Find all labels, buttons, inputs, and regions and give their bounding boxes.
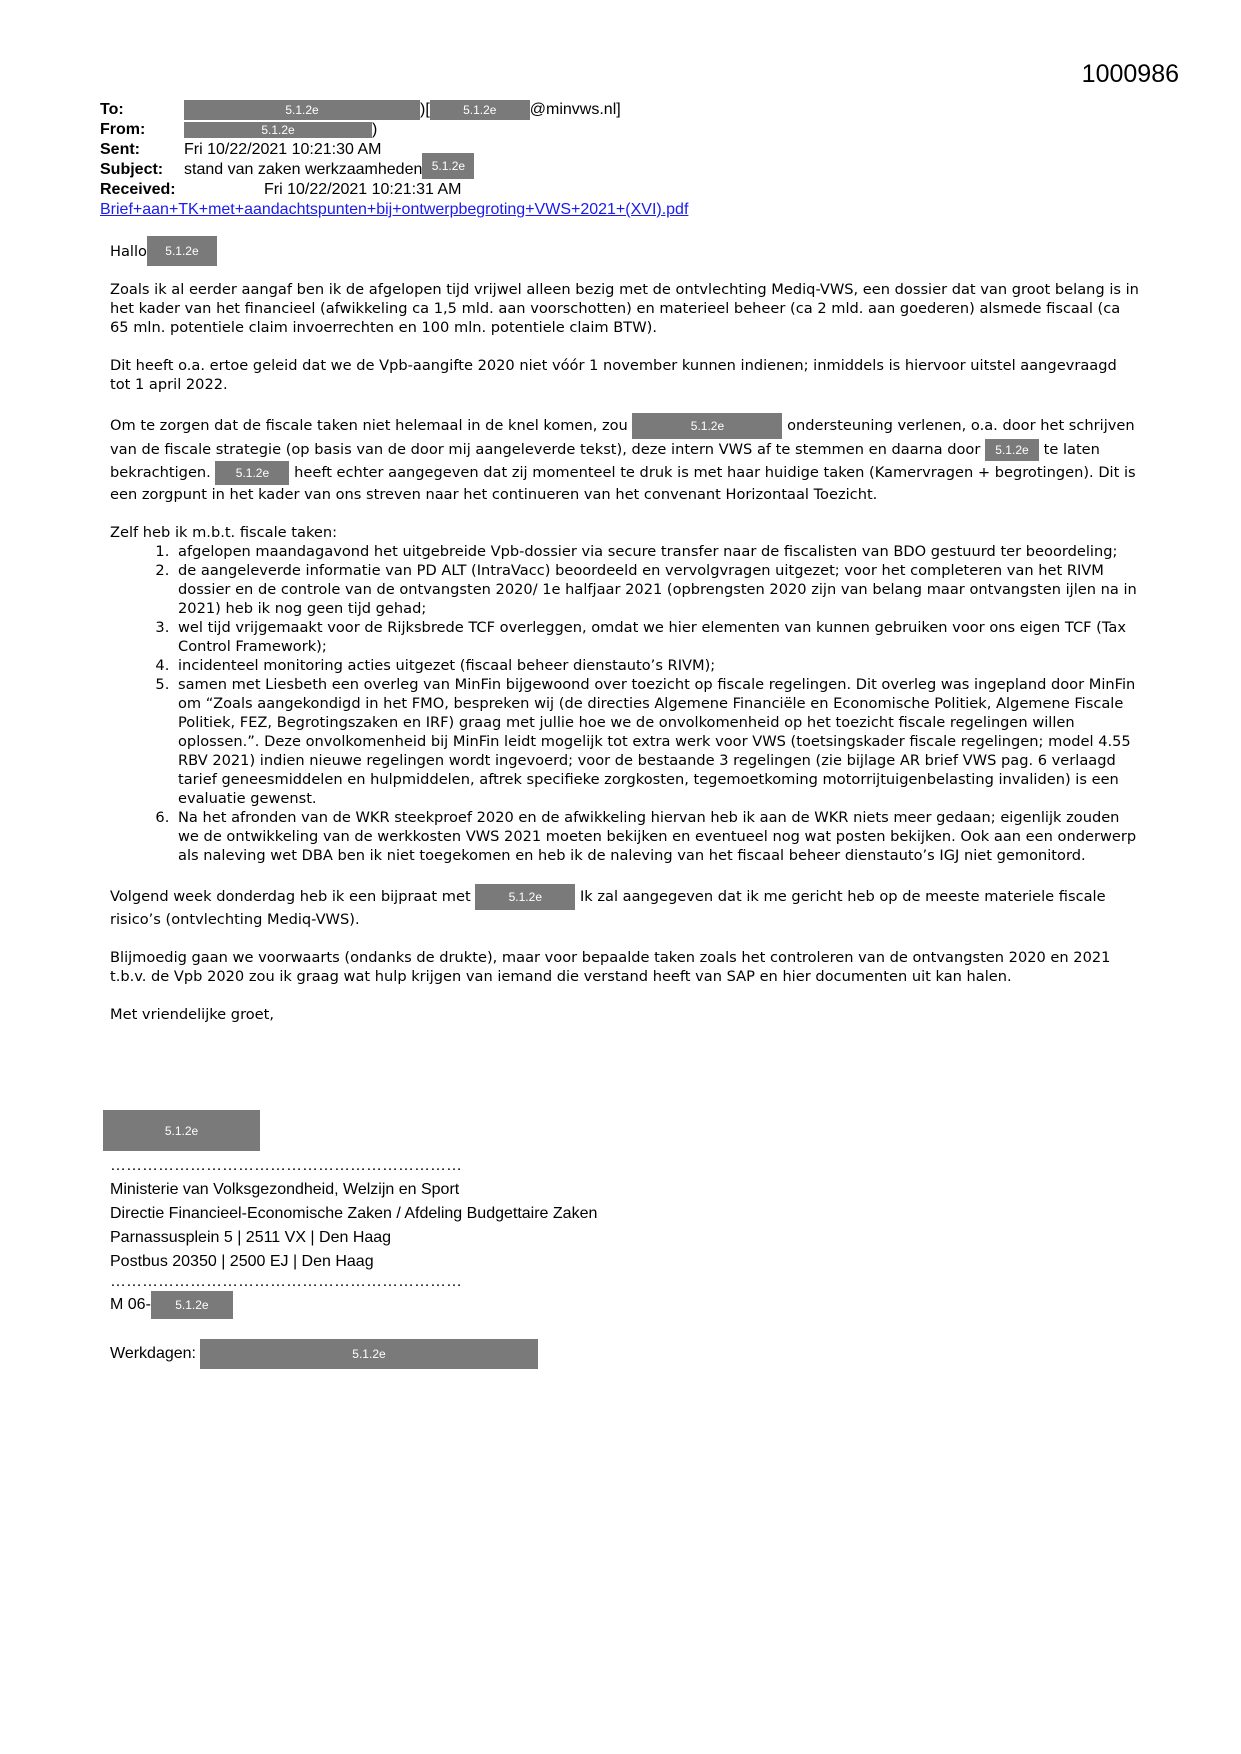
closing: Met vriendelijke groet, bbox=[110, 1006, 275, 1023]
sent-row bbox=[100, 140, 688, 160]
to-email-domain: @minvws.nl] bbox=[529, 101, 621, 118]
signature-block bbox=[110, 1154, 597, 1370]
p3-part-c: te laten bekrachtigen. bbox=[110, 441, 1100, 481]
mobile-row bbox=[110, 1290, 597, 1320]
paragraph-4 bbox=[110, 884, 1140, 929]
from-end: ) bbox=[372, 121, 378, 138]
p4-part-a: Volgend week donderdag heb ik een bijpraat met bbox=[110, 888, 471, 905]
redaction-p4-person: 5.1.2e bbox=[475, 884, 575, 910]
task-list bbox=[110, 542, 1140, 865]
subject-value: stand van zaken werkzaamheden bbox=[184, 161, 423, 178]
signature-address-2: Postbus 20350 | 2500 EJ | Den Haag bbox=[110, 1253, 374, 1270]
signature-org: Ministerie van Volksgezondheid, Welzijn en Sport bbox=[110, 1181, 460, 1198]
sent-label: Sent: bbox=[100, 141, 140, 158]
list-item: 1. afgelopen maandagavond het uitgebreide Vpb-dossier via secure transfer naar de fiscalisten van BDO gestuurd ter beoordeling; bbox=[174, 542, 1140, 561]
signature-dots-bottom: ………………………………………………………… bbox=[110, 1273, 462, 1290]
p3-part-a: Om te zorgen dat de fiscale taken niet helemaal in de knel komen, zou bbox=[110, 417, 628, 434]
p3-part-b: ondersteuning verlenen, o.a. door het schrijven van de fiscale strategie (op basis van de door mij aangeleverde tekst), deze intern VWS af te stemmen en daarna door bbox=[110, 417, 1135, 458]
signature-address-1: Parnassusplein 5 | 2511 VX | Den Haag bbox=[110, 1229, 392, 1246]
list-item: 6. Na het afronden van de WKR steekproef 2020 en de afwikkeling hiervan heb ik aan de WKR niets meer gedaan; eigenlijk zouden we de ontwikkeling van de werkkosten VWS 2021 moeten bekijken en eventueel nog wat posten bekijken. Ook aan een onderwerp als naleving wet DBA ben ik niet toegekomen en heb ik de naleving van het fiscaal beheer dienstauto’s IGJ niet gemonitord. bbox=[174, 808, 1140, 865]
workdays-row bbox=[110, 1338, 597, 1370]
p3-part-d: heeft echter aangegeven dat zij momenteel te druk is met haar huidige taken (Kamervragen + begrotingen). Dit is een zorgpunt in het kader van ons streven naar het continueren van het convenant Horizontaal Toezicht. bbox=[110, 464, 1136, 503]
attachment-link[interactable]: Brief+aan+TK+met+aandachtspunten+bij+ontwerpbegroting+VWS+2021+(XVI).pdf bbox=[100, 201, 689, 218]
received-value: Fri 10/22/2021 10:21:31 AM bbox=[264, 181, 462, 198]
redaction-p3-approver: 5.1.2e bbox=[985, 439, 1039, 461]
list-item: 2. de aangeleverde informatie van PD ALT (IntraVacc) beoordeeld en vervolgvragen uitgezet; voor het completeren van het RIVM dossier en de controle van de ontvangsten 2020/ 1e halfjaar 2021 (opbrengsten 2020 zijn van belang maar ontvangsten ijlen na in 2021) heb ik nog geen tijd gehad; bbox=[174, 561, 1140, 618]
sent-value: Fri 10/22/2021 10:21:30 AM bbox=[184, 141, 382, 158]
paragraph-3 bbox=[110, 413, 1140, 504]
to-label: To: bbox=[100, 101, 124, 118]
greeting-line bbox=[110, 236, 1140, 266]
received-row bbox=[100, 180, 688, 200]
list-item: 5. samen met Liesbeth een overleg van MinFin bijgewoond over toezicht op fiscale regelingen. Dit overleg was ingepland door MinFin om “Zoals aangekondigd in het FMO, bespreken wij (de directies Algemene Financiële en Economische Politiek, Algemene Fiscale Politiek, FEZ, Begrotingszaken en IRF) graag met jullie hoe we de onvolkomenheid op het toezicht fiscale regelingen willen oplossen.”. Deze onvolkomenheid bij MinFin leidt mogelijk tot extra werk voor VWS (toetsingskader fiscale regelingen; model 4.55 RBV 2021) indien nieuwe regelingen wordt ingevoerd; voor de bestaande 3 regelingen (zie bijlage AR brief VWS pag. 6 verlaagd tarief geneesmiddelen en hulpmiddelen, aftrek specifieke zorgkosten, tegemoetkoming motorrijtuigenbelasting invaliden) is een evaluatie gewenst. bbox=[174, 675, 1140, 808]
redaction-workdays: 5.1.2e bbox=[200, 1339, 538, 1369]
to-separator: )[ bbox=[420, 101, 430, 118]
signature-dots-top: ………………………………………………………… bbox=[110, 1157, 462, 1174]
subject-label: Subject: bbox=[100, 161, 164, 178]
document-number: 1000986 bbox=[1081, 60, 1179, 88]
subject-row bbox=[100, 160, 688, 180]
redaction-to-email: 5.1.2e bbox=[430, 100, 530, 120]
redaction-subject: 5.1.2e bbox=[422, 153, 474, 179]
paragraph-1: Zoals ik al eerder aangaf ben ik de afgelopen tijd vrijwel alleen bezig met de ontvlechting Mediq-VWS, een dossier dat van groot belang is in het kader van het financieel (afwikkeling ca 1,5 mld. aan voorschotten) en materieel beheer (ca 2 mld. aan goederen) alsmede fiscaal (ca 65 mln. potentiele claim invoerrechten en 100 mln. potentiele claim BTW). bbox=[110, 281, 1139, 336]
email-header bbox=[100, 100, 688, 220]
paragraph-5: Blijmoedig gaan we voorwaarts (ondanks de drukte), maar voor bepaalde taken zoals het controleren van de ontvangsten 2020 en 2021 t.b.v. de Vpb 2020 zou ik graag wat hulp krijgen van iemand die verstand heeft van SAP en hier documenten uit kan halen. bbox=[110, 949, 1111, 985]
list-intro: Zelf heb ik m.b.t. fiscale taken: bbox=[110, 524, 338, 541]
redaction-mobile: 5.1.2e bbox=[151, 1291, 233, 1319]
list-item: 3. wel tijd vrijgemaakt voor de Rijksbrede TCF overleggen, omdat we hier elementen van kunnen gebruiken voor ons eigen TCF (Tax Control Framework); bbox=[174, 618, 1140, 656]
greeting: Hallo bbox=[110, 242, 147, 260]
workdays-label: Werkdagen: bbox=[110, 1345, 196, 1362]
redaction-greeting: 5.1.2e bbox=[147, 236, 217, 266]
redaction-p3-person: 5.1.2e bbox=[632, 413, 782, 439]
redaction-signature-name: 5.1.2e bbox=[103, 1110, 260, 1151]
attachment-row bbox=[100, 200, 688, 220]
mobile-prefix: M 06- bbox=[110, 1296, 151, 1313]
email-body bbox=[110, 236, 1140, 1043]
redaction-p3-colleague: 5.1.2e bbox=[215, 461, 289, 485]
p4-part-b: Ik zal aangegeven dat ik me gericht heb op de meeste materiele fiscale risico’s (ontvlechting Mediq-VWS). bbox=[110, 888, 1106, 928]
signature-dept: Directie Financieel-Economische Zaken / Afdeling Budgettaire Zaken bbox=[110, 1205, 598, 1222]
received-label: Received: bbox=[100, 181, 176, 198]
to-row bbox=[100, 100, 688, 120]
redaction-to-name: 5.1.2e bbox=[184, 100, 420, 120]
from-row bbox=[100, 120, 688, 140]
from-label: From: bbox=[100, 121, 146, 138]
list-item: 4. incidenteel monitoring acties uitgezet (fiscaal beheer dienstauto’s RIVM); bbox=[174, 656, 1140, 675]
paragraph-2: Dit heeft o.a. ertoe geleid dat we de Vpb-aangifte 2020 niet vóór 1 november kunnen indienen; inmiddels is hiervoor uitstel aangevraagd tot 1 april 2022. bbox=[110, 357, 1117, 393]
redaction-from-name: 5.1.2e bbox=[184, 122, 372, 138]
